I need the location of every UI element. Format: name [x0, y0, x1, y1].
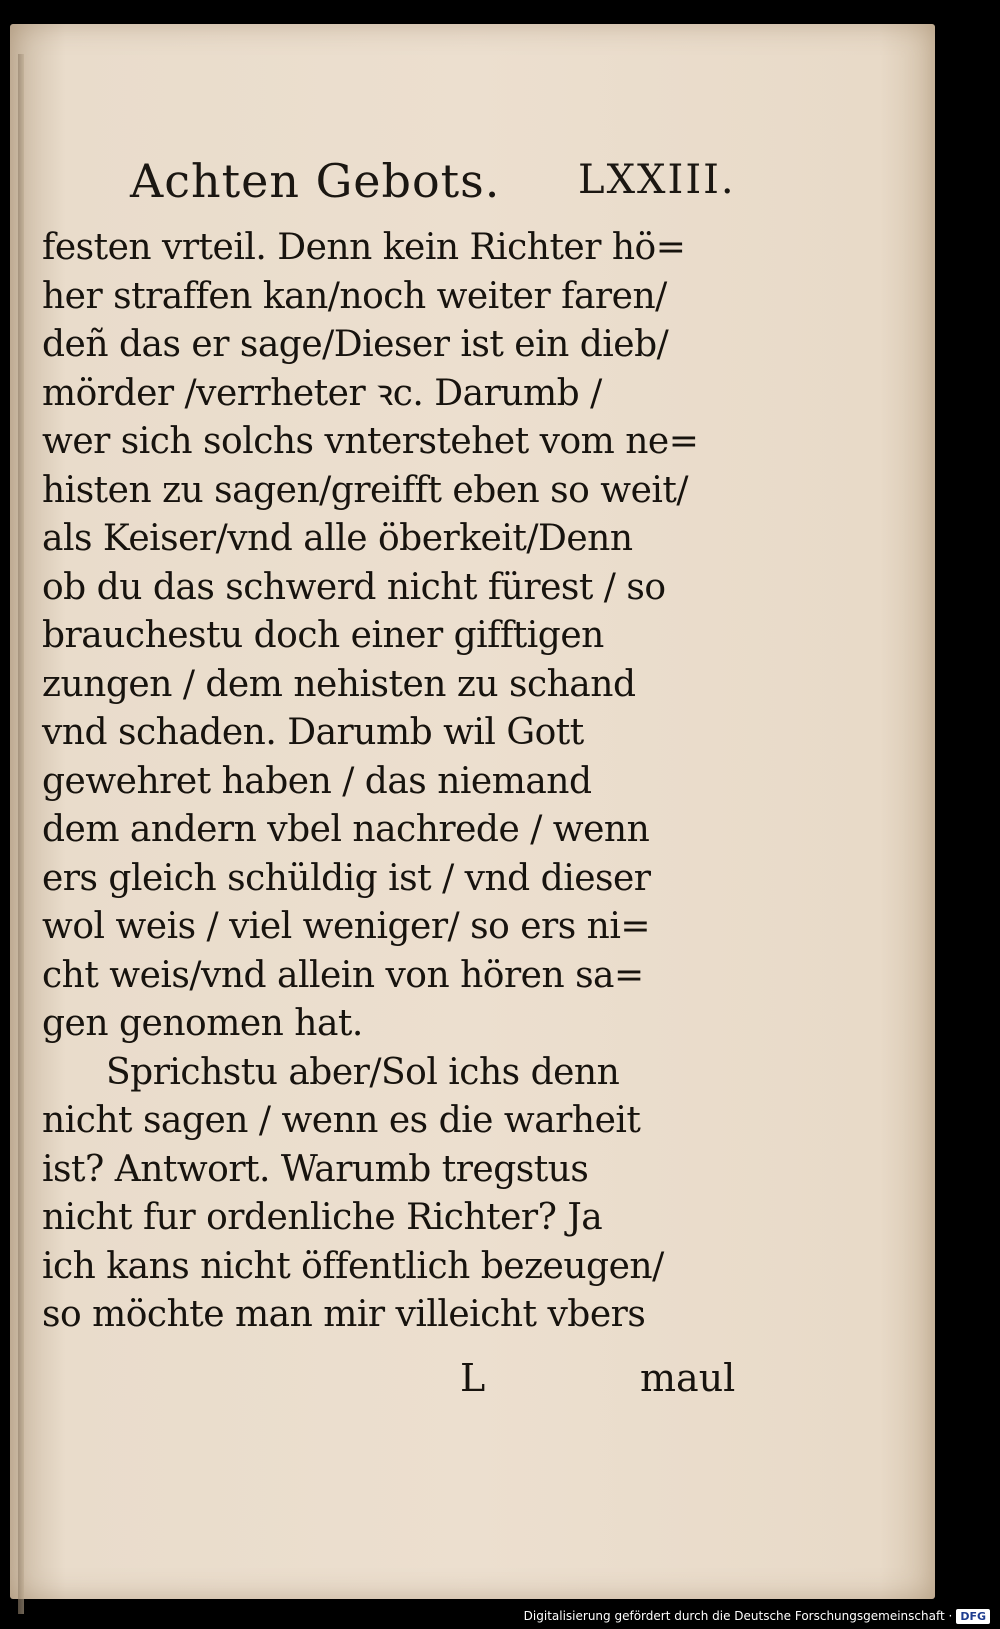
folio-number: LXXIII.	[578, 157, 736, 203]
book-page	[10, 24, 935, 1599]
text-line: mörder /verrheter ꝛc. Darumb /	[42, 372, 602, 414]
text-line: festen vrteil. Denn kein Richter hö=	[42, 227, 686, 268]
text-line: gewehret haben / das niemand	[42, 760, 592, 802]
text-line: histen zu sagen/greifft eben so weit/	[42, 469, 689, 511]
text-line: cht weis/vnd allein von hören sa=	[42, 954, 644, 996]
text-line: vnd schaden. Darumb wil Gott	[42, 712, 584, 753]
text-line: wol weis / viel weniger/ so ers ni=	[42, 906, 651, 947]
text-line: ob du das schwerd nicht fürest / so	[42, 566, 666, 608]
text-line: so möchte man mir villeicht vbers	[42, 1294, 646, 1335]
text-line: ich kans nicht öffentlich bezeugen/	[42, 1245, 664, 1287]
text-line: Sprichstu aber/Sol ichs denn	[106, 1051, 620, 1093]
text-line: als Keiser/vnd alle öberkeit/Denn	[42, 518, 633, 559]
body-text	[42, 224, 762, 1340]
footer-credit: Digitalisierung gefördert durch die Deutsche Forschungsgemeinschaft ·	[523, 1609, 953, 1623]
running-head: Achten Gebots.	[130, 154, 501, 208]
text-line: nicht sagen / wenn es die warheit	[42, 1100, 641, 1141]
catchword-row	[450, 1356, 770, 1406]
text-line: dem andern vbel nachrede / wenn	[42, 809, 650, 850]
text-line: nicht fur ordenliche Richter? Ja	[42, 1197, 603, 1238]
text-line: wer sich solchs vnterstehet vom ne=	[42, 421, 699, 462]
catchword: maul	[640, 1356, 736, 1400]
text-line: deñ das er sage/Dieser ist ein dieb/	[42, 324, 669, 365]
signature-mark: L	[460, 1356, 486, 1400]
text-line: ers gleich schüldig ist / vnd dieser	[42, 857, 651, 899]
text-line: her straffen kan/noch weiter faren/	[42, 275, 667, 317]
text-line: brauchestu doch einer gifftigen	[42, 615, 604, 656]
text-line: gen genomen hat.	[42, 1003, 363, 1044]
page-gutter-edge	[18, 54, 24, 1614]
digitization-footer	[524, 1605, 990, 1627]
text-line: zungen / dem nehisten zu schand	[42, 663, 636, 705]
dfg-logo: DFG	[956, 1609, 990, 1624]
text-line: ist? Antwort. Warumb tregstus	[42, 1148, 589, 1190]
